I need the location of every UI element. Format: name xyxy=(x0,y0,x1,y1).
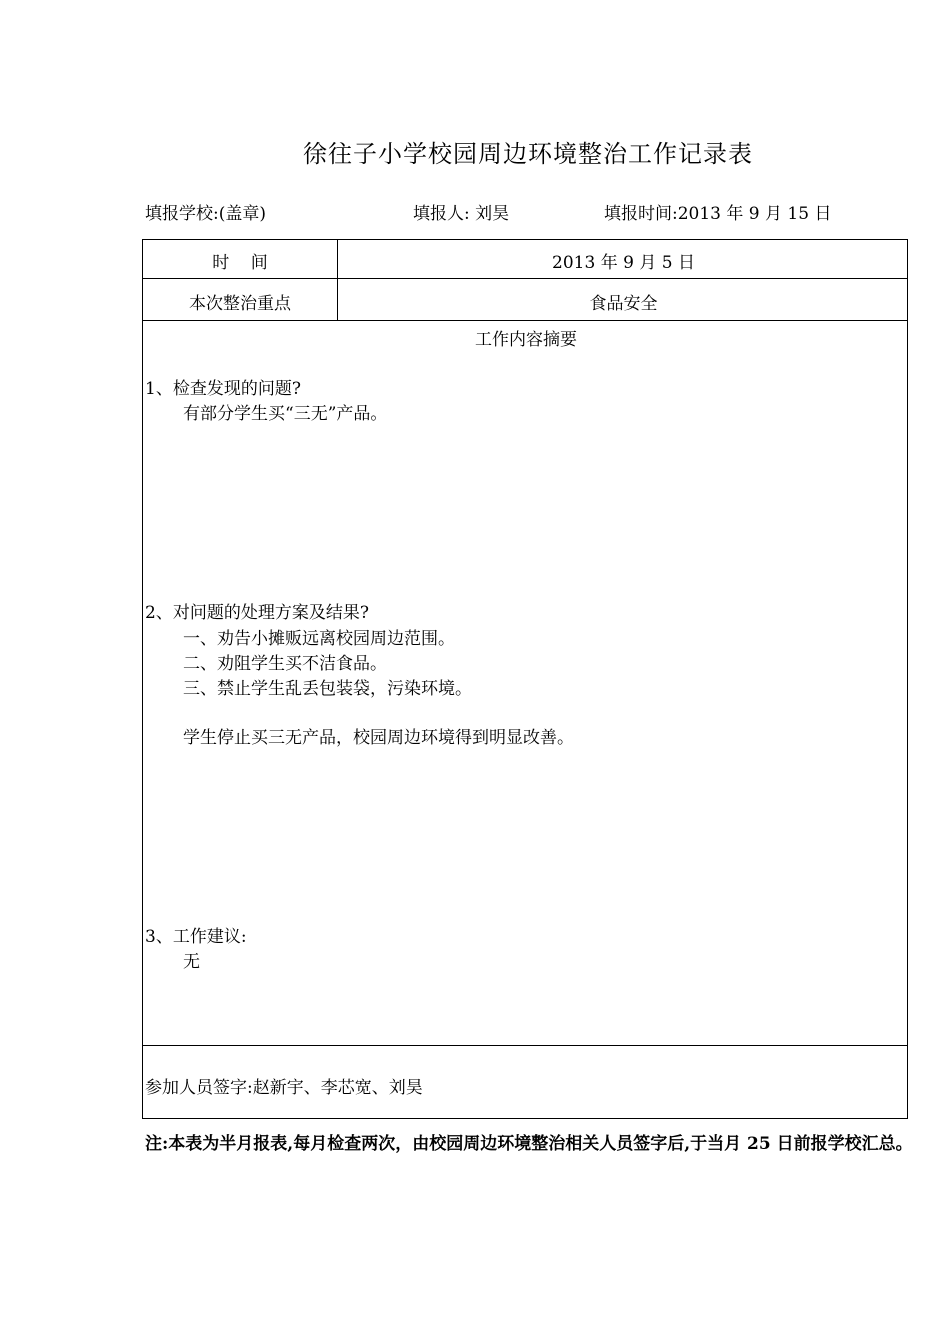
row-divider xyxy=(143,320,907,321)
focus-label: 本次整治重点 xyxy=(189,294,291,314)
question-2: 2、对问题的处理方案及结果? xyxy=(145,603,369,623)
answer-2-item: 三、禁止学生乱丢包装袋，污染环境。 xyxy=(183,679,472,699)
focus-value: 食品安全 xyxy=(589,294,658,314)
answer-2-item: 二、劝阻学生买不洁食品。 xyxy=(183,654,387,674)
answer-3: 无 xyxy=(183,952,200,972)
question-3: 3、工作建议: xyxy=(145,927,247,947)
answer-1: 有部分学生买“三无”产品。 xyxy=(183,404,388,424)
school-field: 填报学校:(盖章) xyxy=(145,204,266,224)
footnote: 注:本表为半月报表,每月检查两次，由校园周边环境整治相关人员签字后,于当月 25 日前报学校汇总。 xyxy=(145,1134,913,1154)
time-value: 2013 年 9 月 5 日 xyxy=(552,253,695,273)
question-1: 1、检查发现的问题? xyxy=(145,379,301,399)
row-divider xyxy=(143,278,907,279)
record-table xyxy=(142,239,908,1119)
report-time-field: 填报时间:2013 年 9 月 15 日 xyxy=(604,204,832,224)
row-divider xyxy=(143,1045,907,1046)
reporter-field: 填报人: 刘昊 xyxy=(413,204,510,224)
time-label: 时 间 xyxy=(212,253,268,273)
answer-2-result: 学生停止买三无产品，校园周边环境得到明显改善。 xyxy=(183,728,574,748)
page-title: 徐往子小学校园周边环境整治工作记录表 xyxy=(303,140,753,168)
answer-2-item: 一、劝告小摊贩远离校园周边范围。 xyxy=(183,629,455,649)
signature-line: 参加人员签字:赵新宇、李芯宽、刘昊 xyxy=(145,1078,423,1098)
summary-header: 工作内容摘要 xyxy=(475,330,577,350)
